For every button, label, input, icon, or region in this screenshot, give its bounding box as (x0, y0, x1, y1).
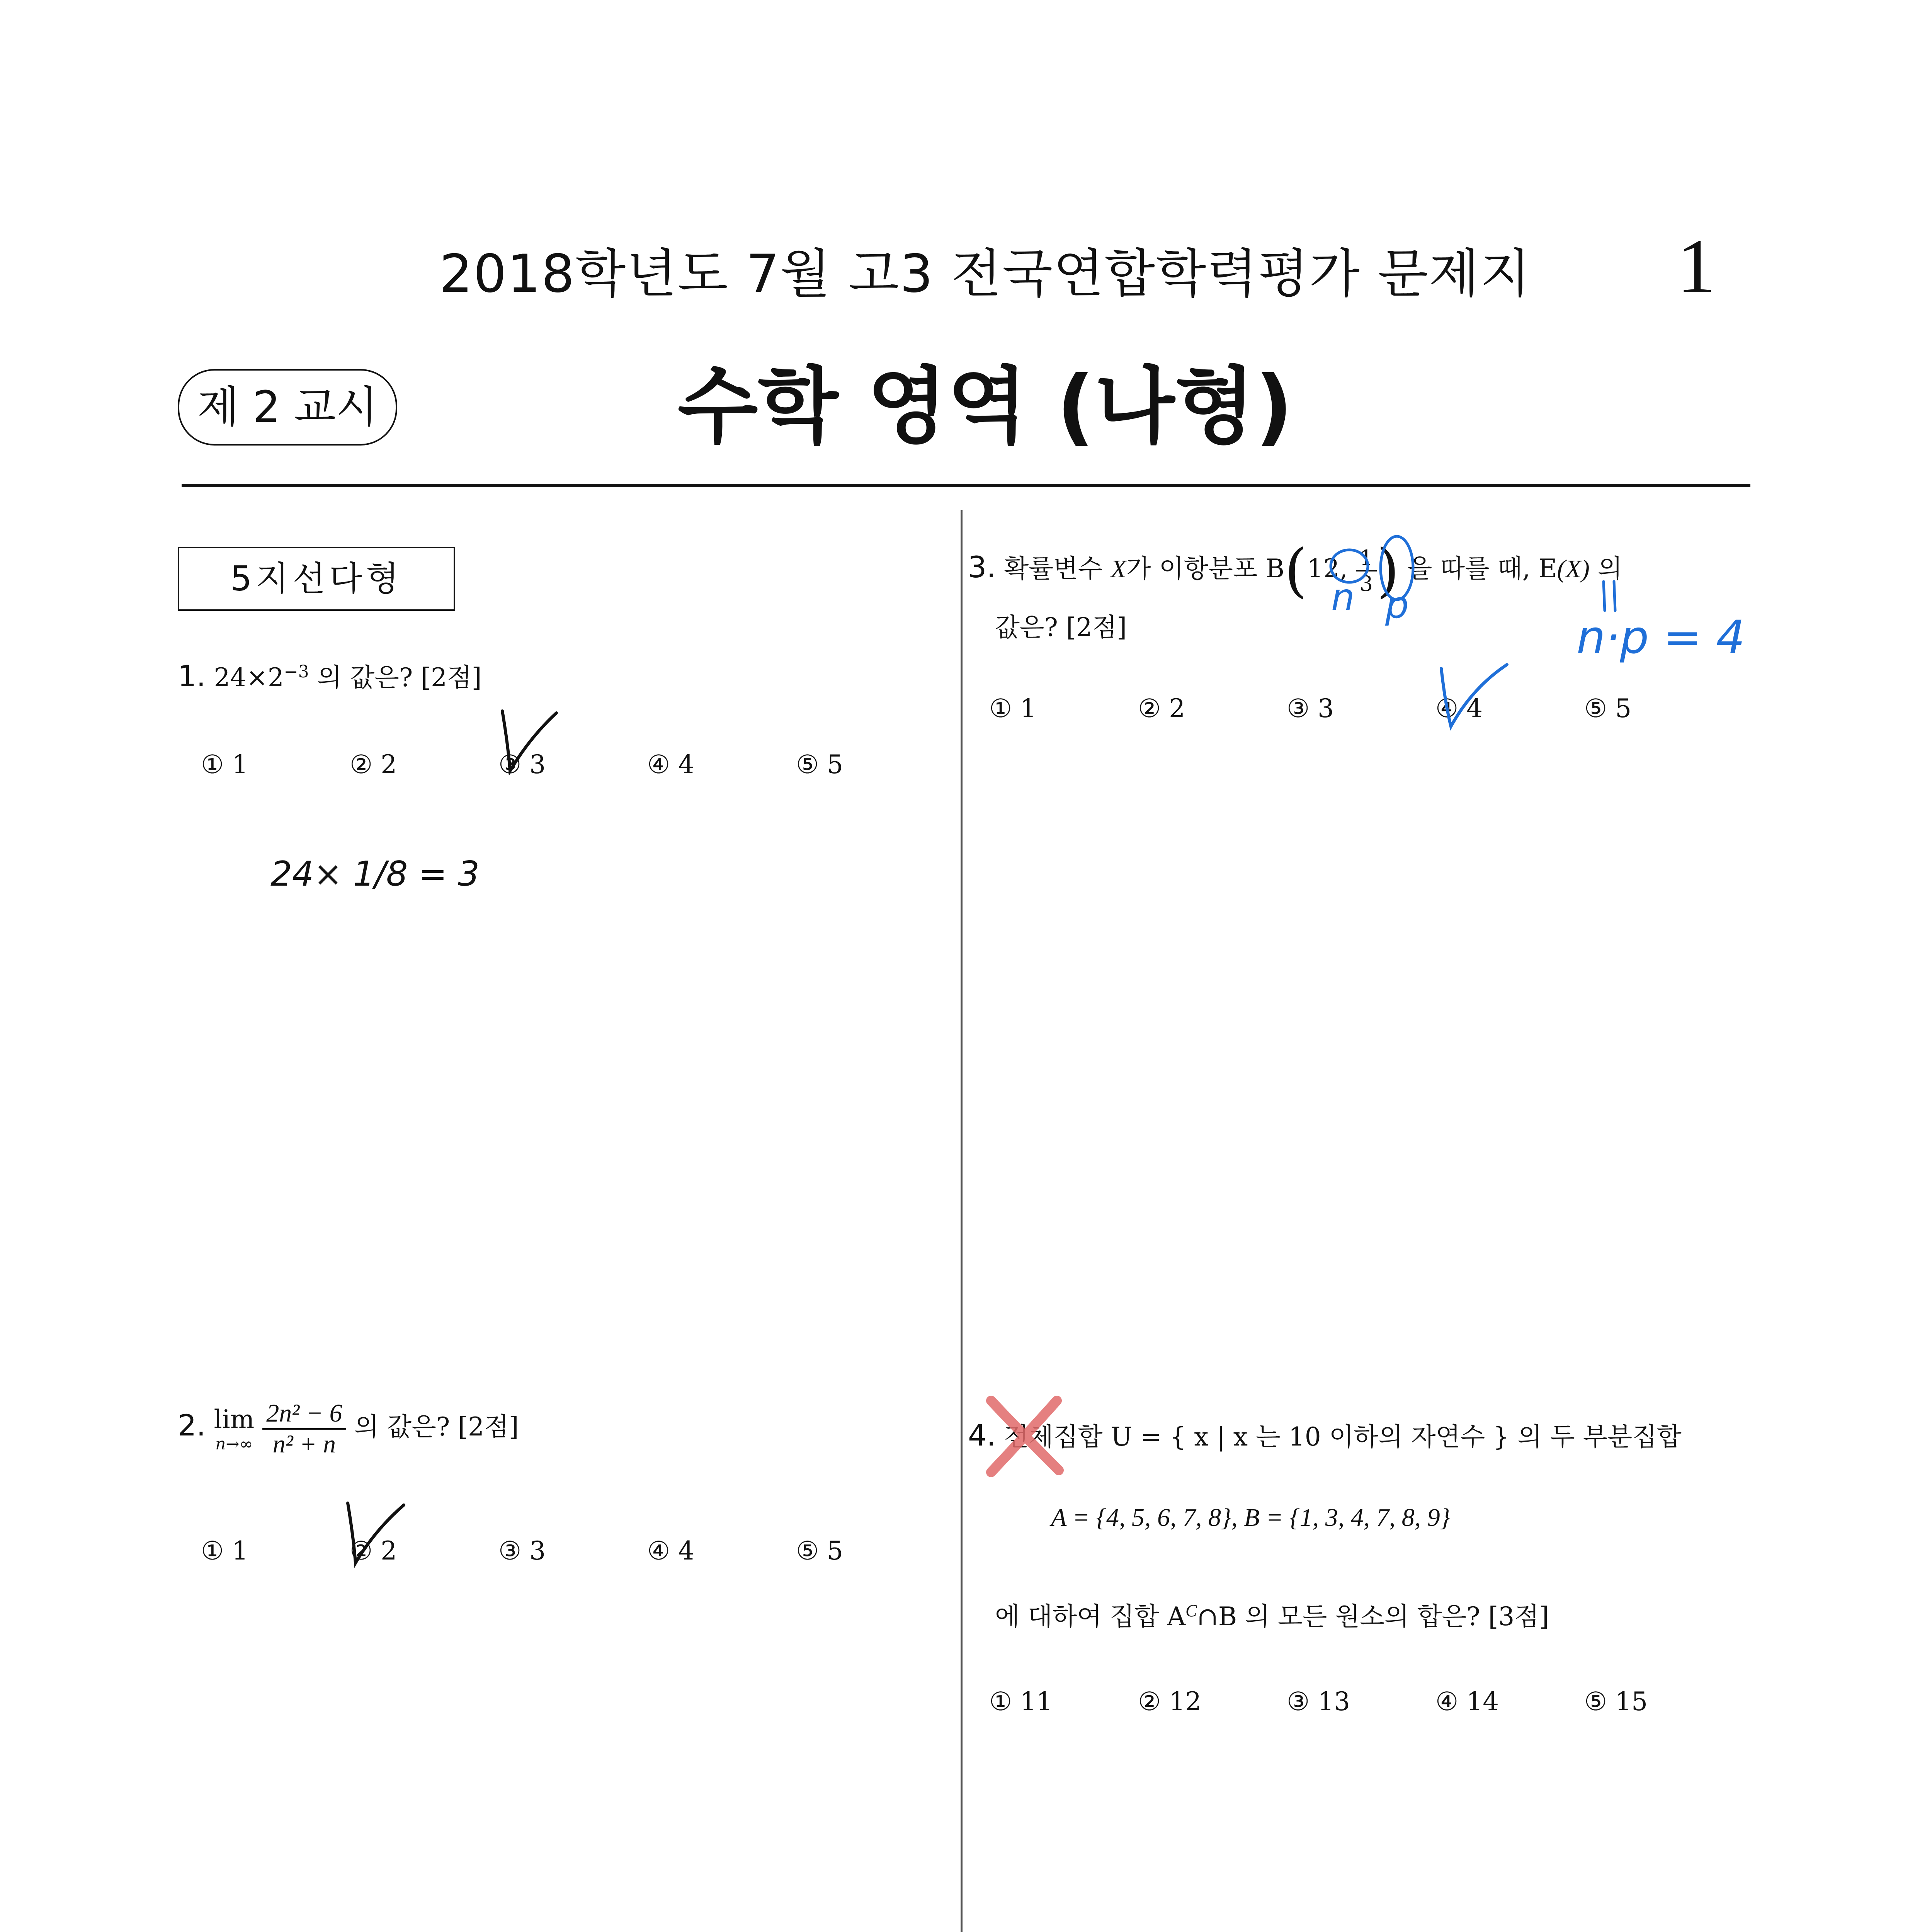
set-definitions: A = {4, 5, 6, 7, 8}, B = {1, 3, 4, 7, 8, 9} (1051, 1503, 1451, 1532)
choice-4[interactable]: ④ 4 (1435, 694, 1483, 723)
choices-q3 (989, 694, 1723, 728)
expression: $24\times 2^{-3}$ (214, 662, 309, 692)
question-text: 의 값은? [2점] (317, 663, 482, 692)
choice-2[interactable]: ② 2 (350, 750, 397, 779)
choice-5[interactable]: ⑤ 5 (1584, 694, 1632, 723)
question-2 (178, 1399, 519, 1459)
question-3: 3. 확률변수 X가 이항분포 B(12, $\frac{1}{3}$ ) 을 따를 때, E(X) 의 (968, 537, 1622, 604)
choice-3[interactable]: ③ 13 (1287, 1687, 1350, 1716)
question-number: 1. (178, 659, 206, 693)
section-label: 5지선다형 (178, 547, 455, 611)
choice-2[interactable]: ② 2 (1138, 694, 1185, 723)
subject-title: 수학 영역 (나형) (677, 358, 1293, 455)
question-number: 4. (968, 1418, 996, 1452)
question-number: 3. (968, 550, 996, 584)
handwriting-q3-work: n·p = 4 (1577, 611, 1745, 664)
choices-q2 (201, 1536, 935, 1571)
question-4-line3: 에 대하여 집합 $A^C\cap B$ 의 모든 원소의 합은? [3점] (995, 1601, 1549, 1631)
choice-5[interactable]: ⑤ 15 (1584, 1687, 1648, 1716)
question-4: 4. 전체집합 U = { x | x 는 10 이하의 자연수 } 의 두 부분집합 (968, 1418, 1682, 1452)
page-number: 1 (1677, 224, 1716, 309)
choice-5[interactable]: ⑤ 5 (796, 1536, 844, 1566)
checkmark-q3 (1434, 657, 1519, 734)
choice-4[interactable]: ④ 4 (647, 750, 695, 779)
choice-4[interactable]: ④ 14 (1435, 1687, 1499, 1716)
column-divider (961, 510, 963, 1932)
handwriting-q1-work: 24× 1/8 = 3 (270, 854, 480, 894)
choice-1[interactable]: ① 11 (989, 1687, 1053, 1716)
question-number: 2. (178, 1408, 206, 1442)
choice-1[interactable]: ① 1 (201, 750, 248, 779)
choice-1[interactable]: ① 1 (201, 1536, 248, 1566)
choices-q4 (989, 1687, 1723, 1721)
choice-3[interactable]: ③ 3 (498, 1536, 546, 1566)
equals-annotation (1598, 580, 1621, 614)
exam-title: 2018학년도 7월 고3 전국연합학력평가 문제지 (439, 243, 1531, 304)
handwriting-p-label: p (1385, 583, 1409, 627)
checkmark-q2 (340, 1495, 417, 1573)
choice-3[interactable]: ③ 3 (498, 750, 546, 779)
question-3-line2: 값은? [2점] (995, 612, 1127, 642)
fraction-p: $\frac{1}{3}$ (1356, 546, 1377, 596)
choice-1[interactable]: ① 1 (989, 694, 1037, 723)
header-rule (182, 484, 1750, 487)
fraction: $\frac{\text{2n² − 6}}{\text{n² + n}}$ (262, 1399, 346, 1459)
limit-operator: lim n→∞ (214, 1405, 255, 1453)
choice-2[interactable]: ② 2 (350, 1536, 397, 1566)
question-1 (178, 657, 482, 694)
cross-mark-q4 (980, 1391, 1068, 1480)
session-badge: 제 2 교시 (178, 369, 397, 446)
question-text: 의 값은? [2점] (354, 1412, 519, 1442)
checkmark-q1 (495, 703, 572, 781)
handwriting-n-label: n (1331, 576, 1355, 619)
choice-2[interactable]: ② 12 (1138, 1687, 1202, 1716)
choice-3[interactable]: ③ 3 (1287, 694, 1334, 723)
choice-4[interactable]: ④ 4 (647, 1536, 695, 1566)
choice-5[interactable]: ⑤ 5 (796, 750, 844, 779)
